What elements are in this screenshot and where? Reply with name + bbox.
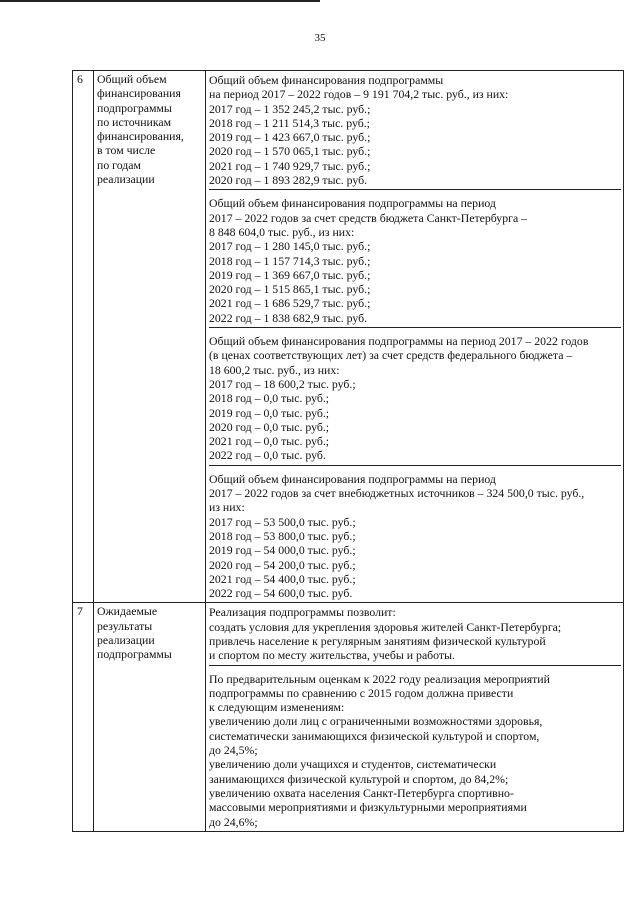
title-line: результаты [97,618,153,633]
title-line: финансирования [97,86,181,101]
row-content [206,603,624,831]
title-line: подпрограммы [97,647,172,662]
content-line: занимающихся физической культурой и спортом, до 84,2%; [209,771,509,786]
row-number: 7 [73,603,94,831]
content-line: 2020 год – 0,0 тыс. руб.; [209,419,330,434]
content-line: к следующим изменениям: [209,700,345,715]
title-line: подпрограммы [97,100,172,115]
content-line: 2017 год – 53 500,0 тыс. руб.; [209,514,356,529]
table-row [73,71,624,603]
content-line: Общий объем финансирования подпрограммы на период [209,196,496,211]
row-number: 6 [73,71,94,603]
content-line: 2020 год – 54 200,0 тыс. руб.; [209,557,356,572]
content-line: создать условия для укрепления здоровья жителей Санкт-Петербурга; [209,619,562,634]
content-line: увеличению доли учащихся и студентов, систематически [209,757,497,772]
content-line: По предварительным оценкам к 2022 году реализация мероприятий [209,671,550,686]
content-block [209,603,621,664]
row-title [94,603,206,831]
content-line: увеличению доли лиц с ограниченными возможностями здоровья, [209,714,543,729]
passport-table [72,70,624,832]
content-line: из них: [209,500,245,515]
content-line: 8 848 604,0 тыс. руб., из них: [209,224,355,239]
content-line: 2020 год – 1 515 865,1 тыс. руб.; [209,282,371,297]
content-line: систематически занимающихся физической культурой и спортом, [209,728,540,743]
page-number: 35 [314,32,326,44]
content-line: 2021 год – 1 740 929,7 тыс. руб.; [209,158,371,173]
content-block [209,665,621,831]
title-line: в том числе [97,143,156,158]
row-content [206,71,624,603]
content-block [209,189,621,327]
title-line: Ожидаемые [97,604,158,619]
content-line: увеличению охвата населения Санкт-Петербурга спортивно- [209,785,514,800]
content-line: 2021 год – 1 686 529,7 тыс. руб.; [209,296,371,311]
content-line: подпрограммы по сравнению с 2015 годом должна привести [209,685,514,700]
content-line: 2018 год – 0,0 тыс. руб.; [209,391,330,406]
content-line: до 24,5%; [209,743,258,758]
content-line: 2017 – 2022 годов за счет внебюджетных источников – 324 500,0 тыс. руб., [209,486,585,501]
content-line: 2020 год – 1 570 065,1 тыс. руб.; [209,144,371,159]
content-line: 2021 год – 0,0 тыс. руб.; [209,434,330,449]
title-line: финансирования, [97,129,184,144]
content-line: Общий объем финансирования подпрограммы [209,73,444,87]
content-line: привлечь население к регулярным занятиям физической культурой [209,633,546,648]
content-line: Общий объем финансирования подпрограммы на период [209,471,496,486]
content-block [209,327,621,465]
content-line: 2022 год – 0,0 тыс. руб. [209,448,326,463]
content-line: 2019 год – 1 369 667,0 тыс. руб.; [209,267,371,282]
content-line: до 24,6%; [209,814,258,829]
content-line: 2017 – 2022 годов за счет средств бюджета Санкт-Петербурга – [209,210,528,225]
top-edge-line [0,0,320,2]
content-line: и спортом по месту жительства, учебы и работы. [209,648,455,663]
title-line: по годам [97,157,141,172]
content-block [209,71,621,189]
content-line: 2021 год – 54 400,0 тыс. руб.; [209,571,356,586]
content-line: 2020 год – 1 893 282,9 тыс. руб. [209,173,368,188]
title-line: по источникам [97,114,172,129]
content-line: 2022 год – 1 838 682,9 тыс. руб. [209,310,368,325]
content-line: на период 2017 – 2022 годов – 9 191 704,2 тыс. руб., из них: [209,87,509,102]
content-line: Реализация подпрограммы позволит: [209,605,396,620]
content-line: Общий объем финансирования подпрограммы на период 2017 – 2022 годов [209,334,589,349]
content-line: 2018 год – 1 211 514,3 тыс. руб.; [209,115,370,130]
content-block [209,465,621,603]
content-line: 2017 год – 18 600,2 тыс. руб.; [209,376,356,391]
content-line: 2019 год – 0,0 тыс. руб.; [209,405,330,420]
content-line: 2018 год – 53 800,0 тыс. руб.; [209,528,356,543]
content-line: 2018 год – 1 157 714,3 тыс. руб.; [209,253,371,268]
content-line: (в ценах соответствующих лет) за счет средств федерального бюджета – [209,348,573,363]
content-line: массовыми мероприятиями и физкультурными мероприятиями [209,800,527,815]
content-line: 2017 год – 1 352 245,2 тыс. руб.; [209,101,371,116]
content-line: 2019 год – 54 000,0 тыс. руб.; [209,543,356,558]
table-row [73,603,624,831]
title-line: Общий объем [97,72,167,86]
content-line: 2019 год – 1 423 667,0 тыс. руб.; [209,130,371,145]
content-line: 18 600,2 тыс. руб., из них: [209,362,340,377]
title-line: реализации [97,172,155,187]
content-line: 2022 год – 54 600,0 тыс. руб. [209,586,353,601]
row-title [94,71,206,603]
content-line: 2017 год – 1 280 145,0 тыс. руб.; [209,239,371,254]
title-line: реализации [97,632,155,647]
